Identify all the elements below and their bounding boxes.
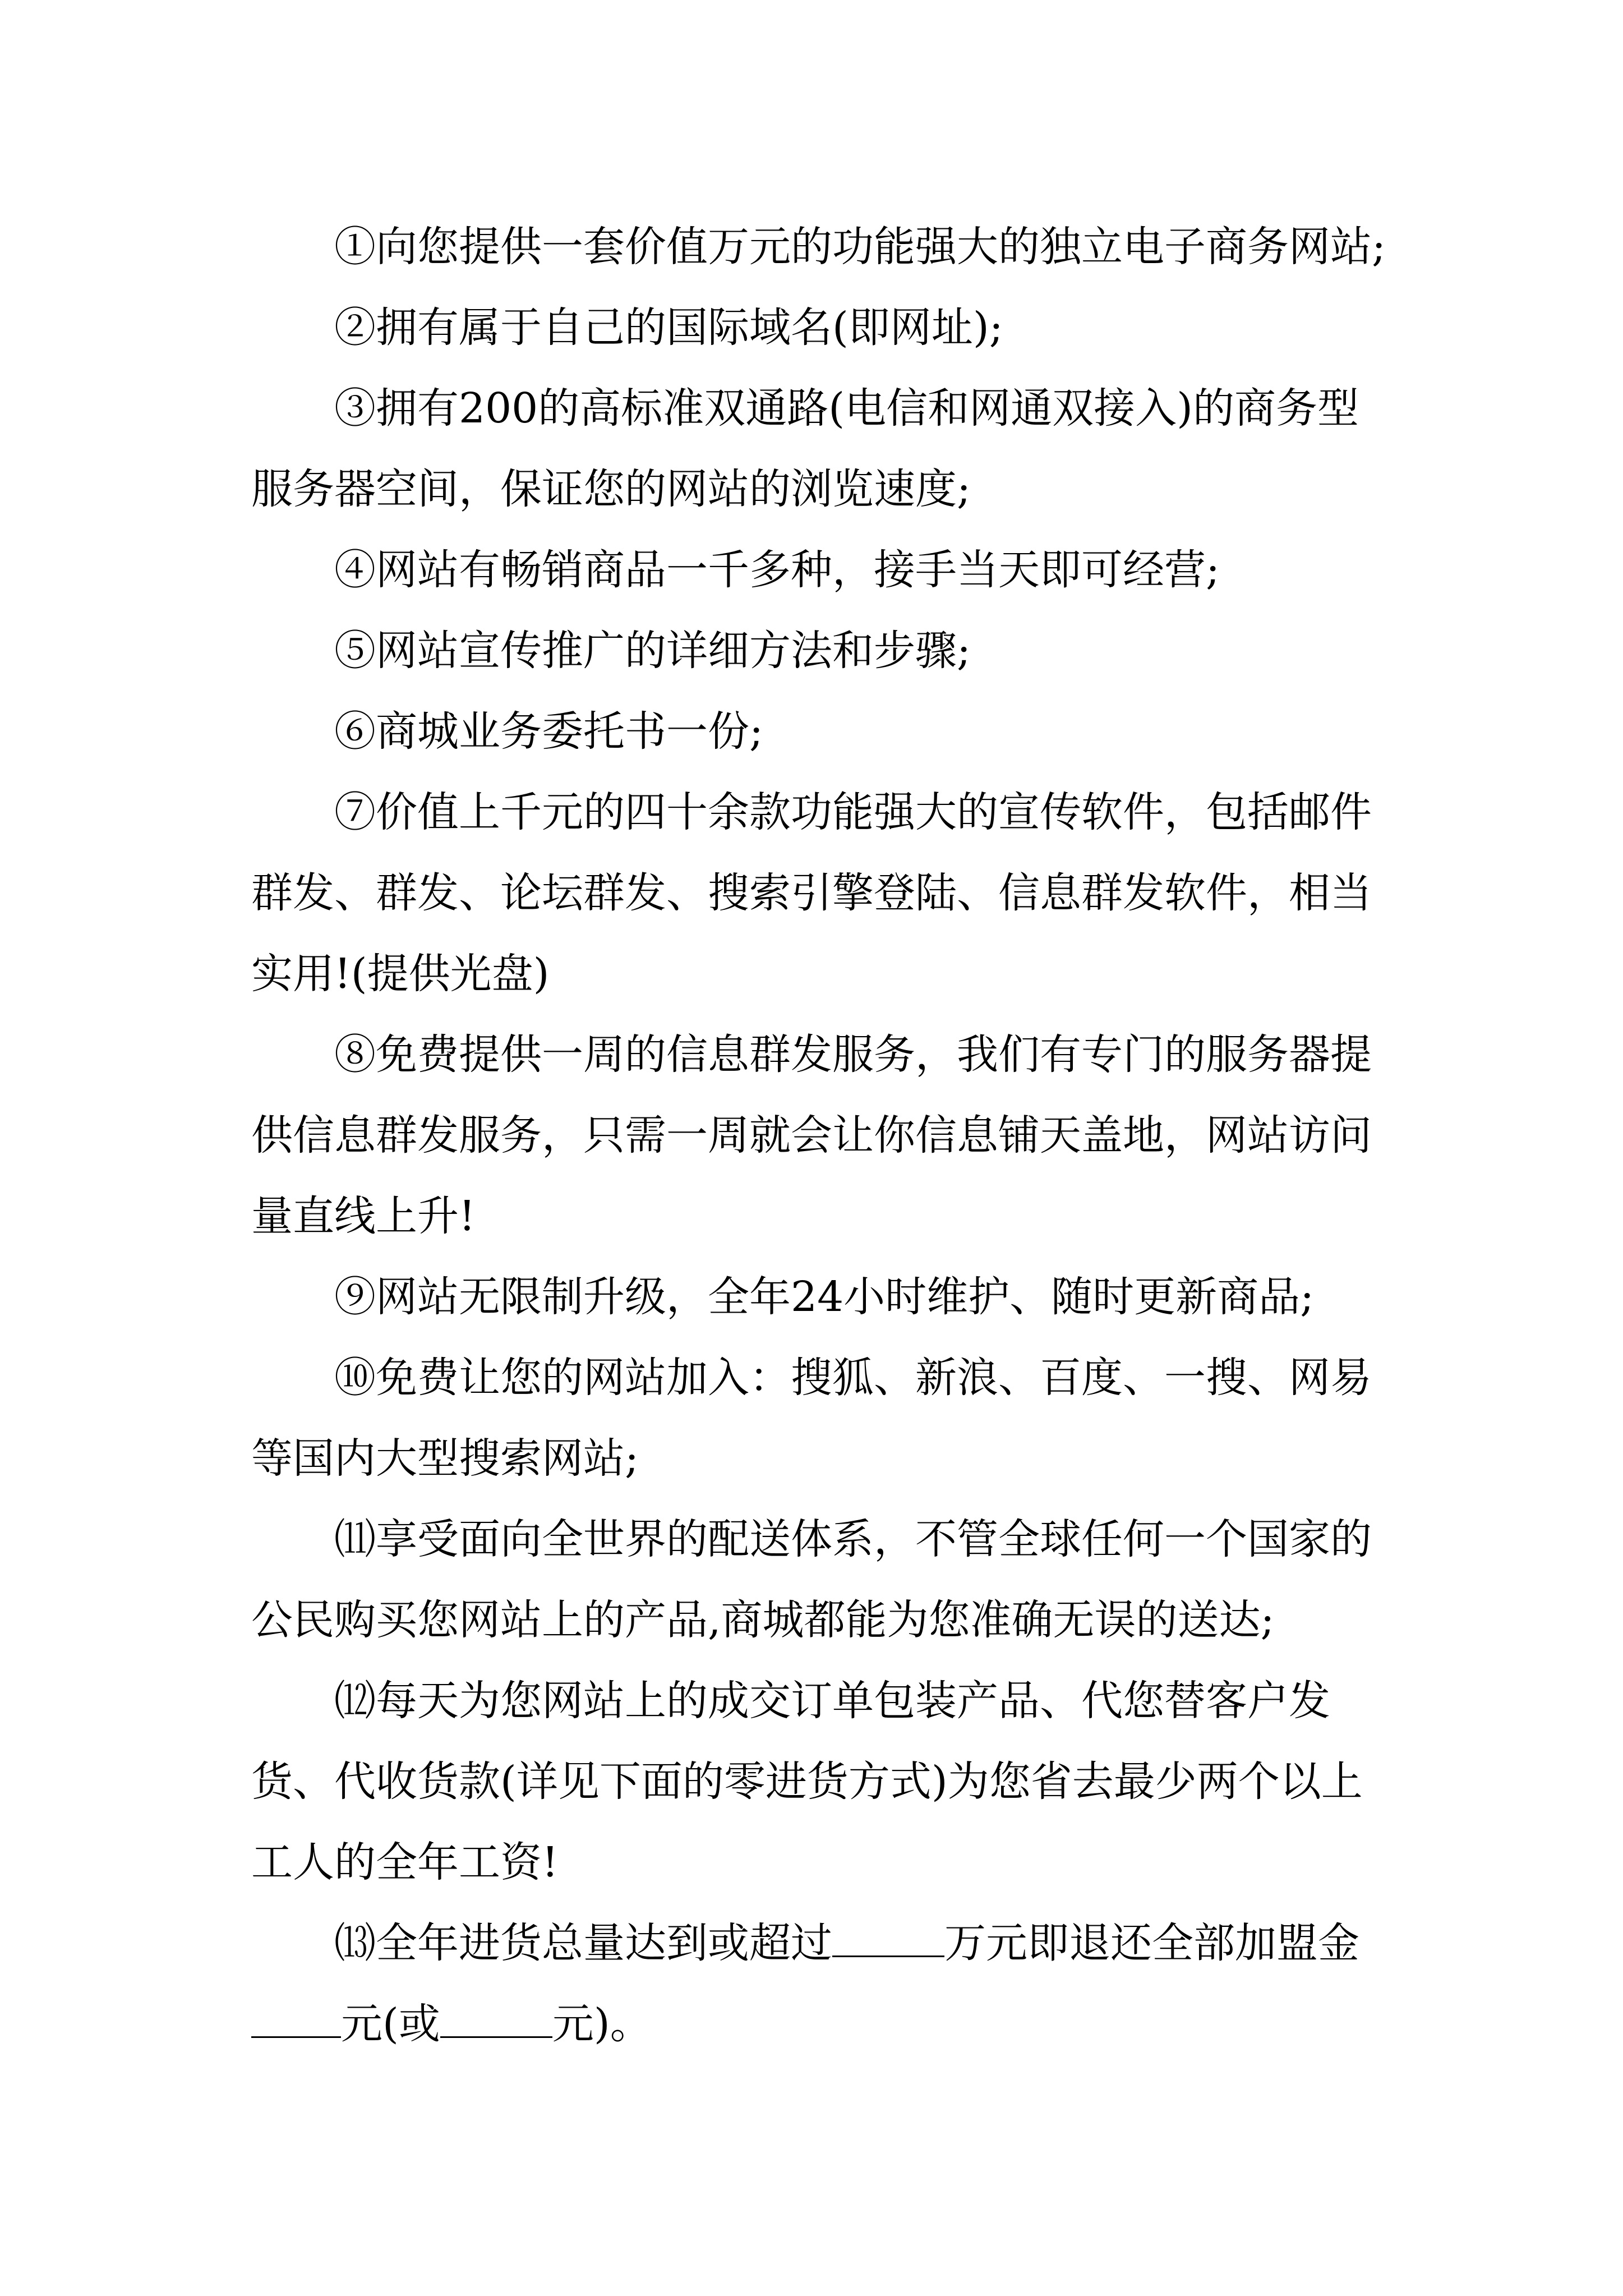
paragraph-item-7: ⑦价值上千元的四十余款功能强大的宣传软件，包括邮件群发、群发、论坛群发、搜索引擎登陆、信息群发软件，相当实用!(提供光盘) (251, 788, 1372, 998)
paragraph-13-text-middle: 万元即退还全部加盟金 (944, 1919, 1359, 1967)
amount-blank (832, 1921, 944, 1957)
paragraph-item-10: ⑩免费让您的网站加入：搜狐、新浪、百度、一搜、网易等国内大型搜索网站; (251, 1354, 1372, 1483)
paragraph-item-8: ⑧免费提供一周的信息群发服务，我们有专门的服务器提供信息群发服务，只需一周就会让你信息铺天盖地，网站访问量直线上升! (251, 1030, 1372, 1240)
fee-blank (251, 2001, 341, 2038)
paragraph-item-11: ⑾享受面向全世界的配送体系，不管全球任何一个国家的公民购买您网站上的产品,商城都能为您准确无误的送达; (251, 1515, 1372, 1644)
paragraph-item-3: ③拥有200的高标准双通路(电信和网通双接入)的商务型服务器空间，保证您的网站的浏览速度; (251, 384, 1359, 513)
document-body (251, 206, 1395, 2064)
paragraph-item-13 (251, 1903, 1395, 2064)
paragraph-item-1: ①向您提供一套价值万元的功能强大的独立电子商务网站; (334, 223, 1386, 271)
paragraph-item-6: ⑥商城业务委托书一份; (334, 707, 763, 756)
paragraph-item-9: ⑨网站无限制升级，全年24小时维护、随时更新商品; (334, 1273, 1315, 1321)
paragraph-13-text-or: 元(或 (341, 2000, 440, 2048)
paragraph-item-12: ⑿每天为您网站上的成交订单包装产品、代您替客户发货、代收货款(详见下面的零进货方式)为您省去最少两个以上工人的全年工资! (251, 1677, 1363, 1887)
paragraph-13-text-end: 元)。 (552, 2000, 652, 2048)
alternate-fee-blank (440, 2001, 552, 2038)
paragraph-13-text-start: ⒀全年进货总量达到或超过 (334, 1919, 832, 1967)
paragraph-item-4: ④网站有畅销商品一千多种，接手当天即可经营; (334, 546, 1220, 594)
paragraph-item-2: ②拥有属于自己的国际域名(即网址); (334, 303, 1003, 352)
paragraph-item-5: ⑤网站宣传推广的详细方法和步骤; (334, 627, 971, 675)
